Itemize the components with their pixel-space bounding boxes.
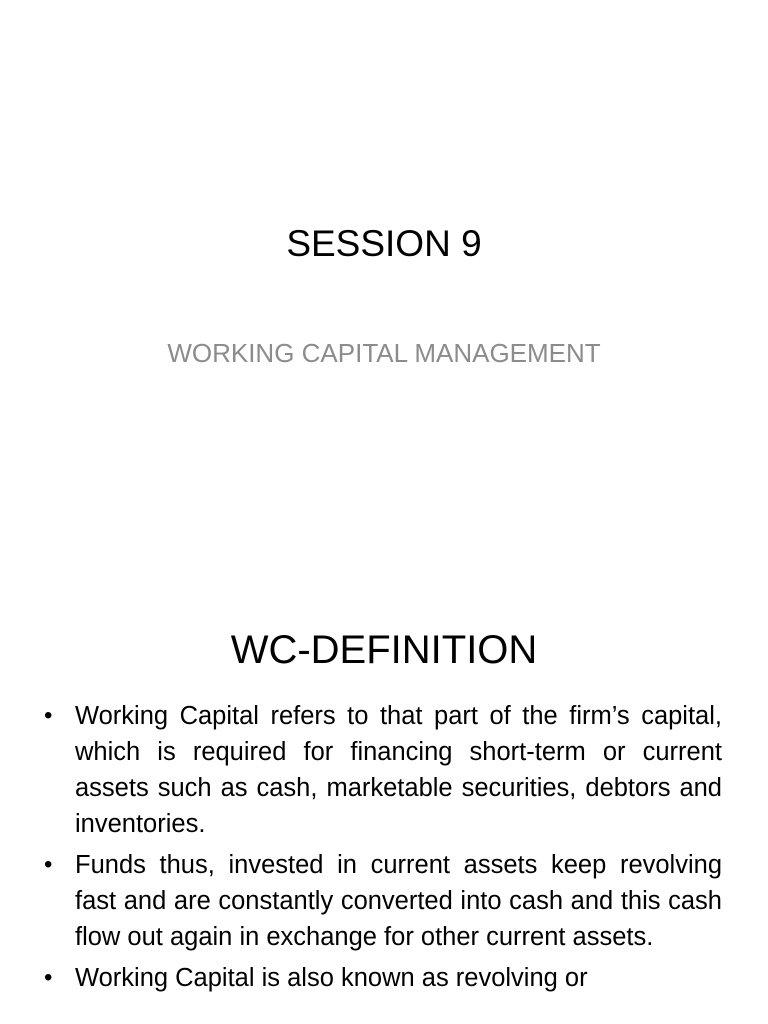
slide-title: SESSION 9 [286,223,482,264]
bullet-icon: • [44,964,53,991]
bullet-icon: • [44,702,53,729]
bullet-item [44,698,722,842]
slide-title: WC-DEFINITION [230,628,538,672]
bullet-item [44,960,722,996]
slide-wc-definition [0,576,768,1024]
bullet-text: Funds thus, invested in current assets keep revolving fast and are constantly converted into cash and this cash flow out again in exchange for other current assets. [75,851,722,951]
bullet-list [44,698,722,1001]
bullet-icon: • [44,851,53,878]
bullet-text: Working Capital is also known as revolving or [75,964,588,992]
bullet-text: Working Capital refers to that part of the firm’s capital, which is required for financing short-term or current assets such as cash, marketable securities, debtors and inventories. [75,702,722,838]
bullet-item [44,847,722,955]
slide-subtitle: WORKING CAPITAL MANAGEMENT [167,338,601,368]
